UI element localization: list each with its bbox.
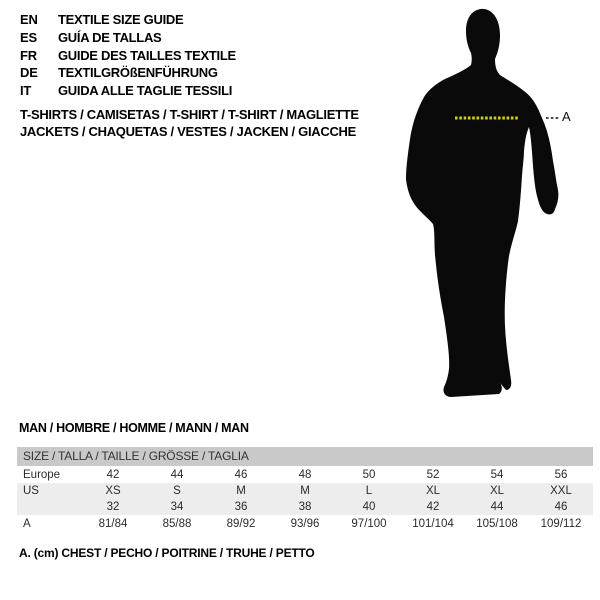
size-cell: 101/104 [412,518,454,530]
language-label: TEXTILE SIZE GUIDE [58,12,184,28]
language-row [20,82,236,100]
size-table-header: SIZE / TALLA / TAILLE / GRÖSSE / TAGLIA [17,447,593,466]
language-label: GUÍA DE TALLAS [58,30,162,46]
language-code: DE [20,65,38,81]
size-cell: XXL [550,485,572,497]
size-cell: 97/100 [351,518,387,530]
section-title: MAN / HOMBRE / HOMME / MANN / MAN [19,421,249,435]
category-jackets: JACKETS / CHAQUETAS / VESTES / JACKEN / GIACCHE [20,124,356,139]
language-row [20,46,236,64]
row-label: A [23,518,31,530]
size-cell: 44 [170,468,184,481]
size-cell: 50 [362,468,376,481]
size-cell: XS [105,485,121,497]
table-row-europe [17,466,593,483]
size-cell: L [365,485,373,497]
size-cell: 32 [106,501,120,513]
language-label: GUIDE DES TAILLES TEXTILE [58,47,236,63]
man-silhouette-figure [402,6,577,400]
language-code: ES [20,30,37,46]
row-label: Europe [23,468,61,481]
measurement-footnote: A. (cm) CHEST / PECHO / POITRINE / TRUHE / PETTO [19,546,315,560]
size-cell: 109/112 [540,518,582,530]
size-cell: 40 [362,501,376,513]
language-row [20,11,236,29]
size-cell: 93/96 [290,518,320,530]
language-code: FR [20,47,37,63]
row-label: US [23,485,39,497]
size-cell: 42 [106,468,120,481]
size-cell: M [236,485,246,497]
man-silhouette-shape [406,9,558,397]
table-row-us [17,483,593,499]
size-cell: 105/108 [476,518,518,530]
language-row [20,64,236,82]
size-cell: 38 [298,501,312,513]
language-row [20,29,236,47]
size-cell: S [173,485,181,497]
size-cell: 46 [554,501,568,513]
category-tshirts: T-SHIRTS / CAMISETAS / T-SHIRT / T-SHIRT / MAGLIETTE [20,107,359,122]
table-row-chest-cm [17,515,593,533]
language-label: GUIDA ALLE TAGLIE TESSILI [58,83,233,99]
language-code: EN [20,12,38,28]
size-cell: 44 [490,501,504,513]
language-code: IT [20,83,32,99]
table-row-numeric [17,499,593,515]
size-cell: 48 [298,468,312,481]
size-cell: XL [489,485,505,497]
size-cell: XL [425,485,441,497]
measure-label-a: A [562,109,571,124]
size-cell: 36 [234,501,248,513]
language-list [20,11,236,99]
language-label: TEXTILGRÖßENFÜHRUNG [58,65,218,81]
size-cell: 34 [170,501,184,513]
size-cell: 81/84 [98,518,128,530]
size-cell: M [300,485,310,497]
man-silhouette [402,6,577,400]
size-cell: 42 [426,501,440,513]
size-cell: 46 [234,468,248,481]
size-cell: 85/88 [162,518,192,530]
size-table [17,447,593,533]
size-cell: 52 [426,468,440,481]
size-cell: 56 [554,468,568,481]
size-cell: 89/92 [226,518,256,530]
garment-categories [20,106,359,140]
size-cell: 54 [490,468,504,481]
